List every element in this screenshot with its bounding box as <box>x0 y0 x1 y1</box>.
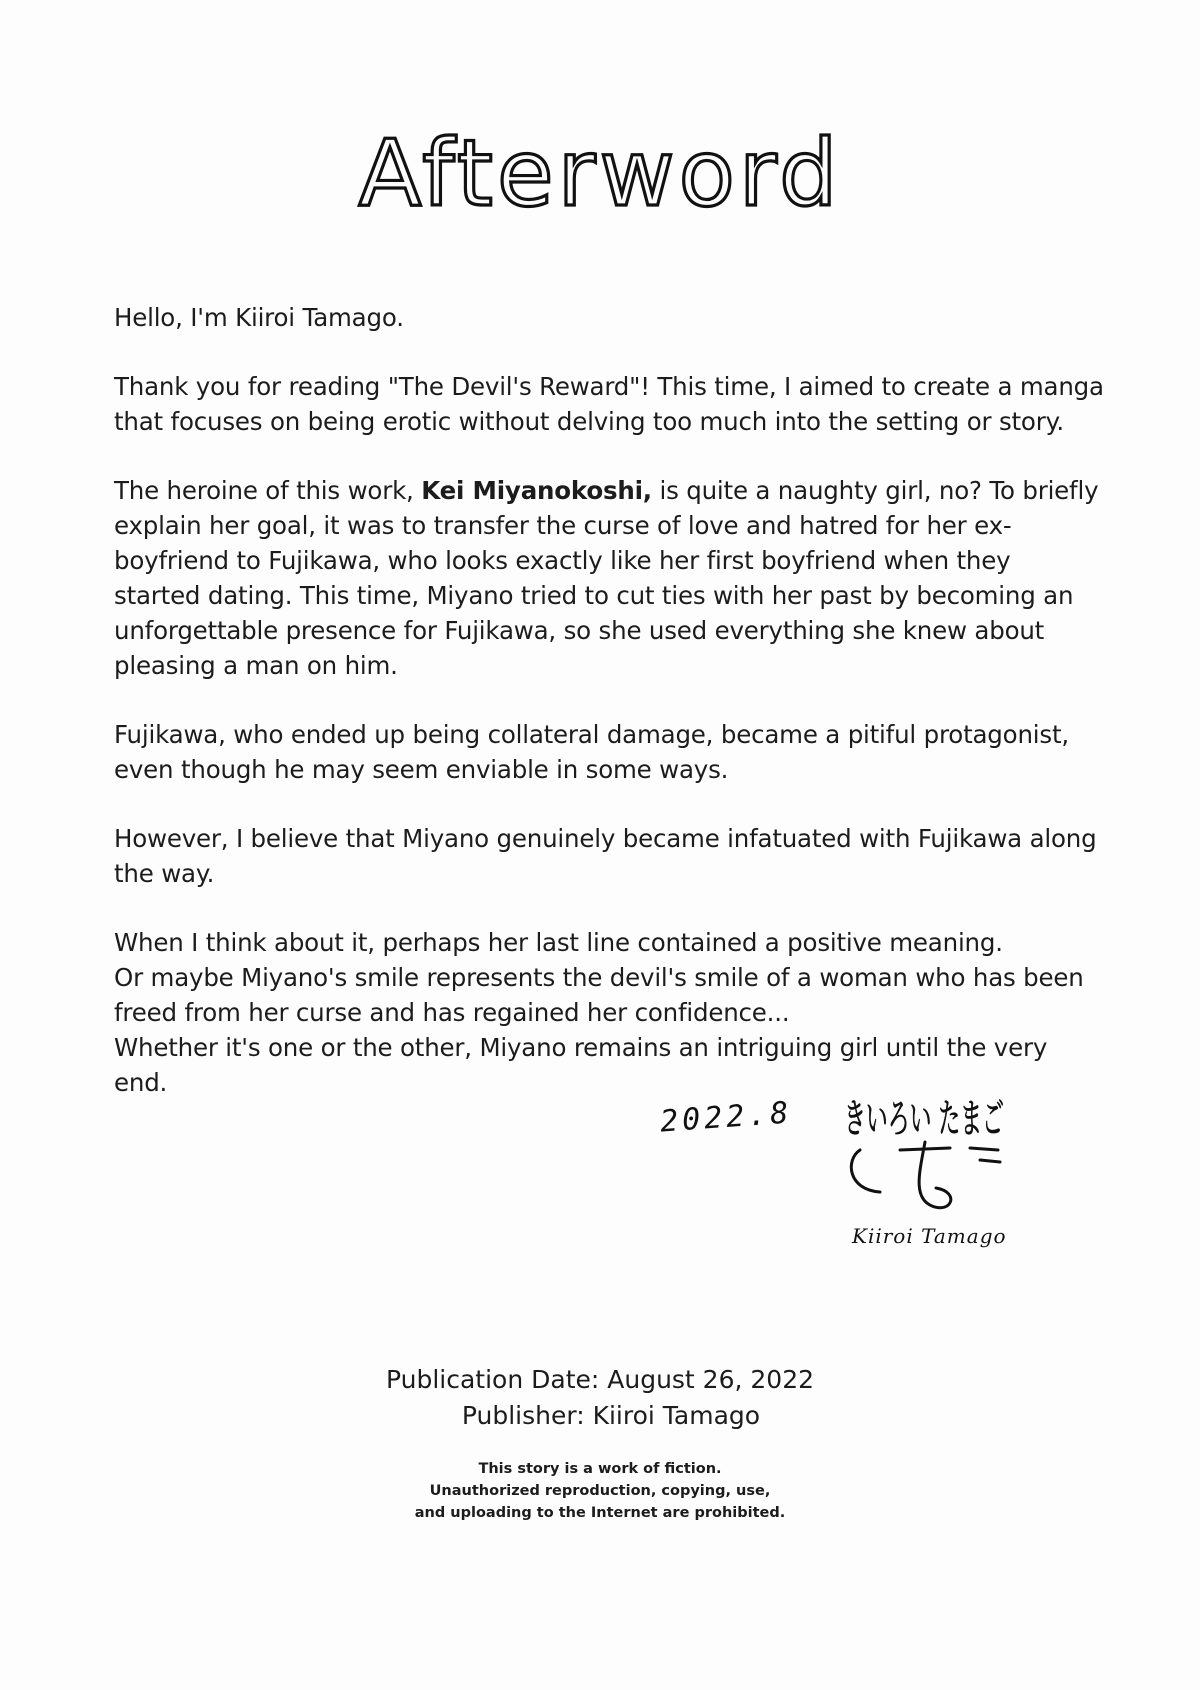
signature-romaji: Kiiroi Tamago <box>852 1224 1007 1248</box>
page-title <box>0 95 1200 255</box>
ending-line-2: Or maybe Miyano's smile represents the devil's smile of a woman who has been freed from her curse and has regained her confidence... <box>114 963 1084 1027</box>
publication-date: Publication Date: August 26, 2022 <box>385 1365 815 1394</box>
signature-date: 2022.8 <box>658 1095 794 1140</box>
notice-line-3: and uploading to the Internet are prohibited. <box>414 1505 786 1521</box>
paragraph-fujikawa: Fujikawa, who ended up being collateral damage, became a pitiful protagonist, even though he may seem enviable in some ways. <box>114 720 1069 784</box>
paragraph-infatuated: However, I believe that Miyano genuinely became infatuated with Fujikawa along the way. <box>114 824 1097 888</box>
handwritten-title <box>340 95 860 245</box>
paragraph-thanks: Thank you for reading "The Devil's Reward"! This time, I aimed to create a manga that focuses on being erotic without delving too much into the setting or story. <box>114 372 1104 436</box>
paragraph-ending <box>114 925 1104 1100</box>
greeting-paragraph: Hello, I'm Kiiroi Tamago. <box>114 303 404 332</box>
handwritten-signature <box>840 1080 1010 1220</box>
signature-block <box>660 1080 1020 1260</box>
heroine-name: Kei Miyanokoshi, <box>421 476 652 505</box>
paragraph-heroine <box>114 473 1104 683</box>
signature-japanese: きいろい たまご <box>844 1096 1004 1142</box>
afterword-body <box>114 300 1104 1100</box>
notice-line-2: Unauthorized reproduction, copying, use, <box>429 1483 771 1499</box>
publisher: Publisher: Kiiroi Tamago <box>461 1401 761 1430</box>
copyright-notice <box>0 1458 1200 1524</box>
ending-line-3: Whether it's one or the other, Miyano remains an intriguing girl until the very end. <box>114 1033 1048 1097</box>
heroine-text-after: is quite a naughty girl, no? To briefly explain her goal, it was to transfer the curse of love and hatred for her ex-boyfriend to Fujikawa, who looks exactly like her first boyfriend when they started dating. This time, Miyano tried to cut ties with her past by becoming an unforgettable presence for Fujikawa, so she used everything she knew about pleasing a man on him. <box>114 476 1099 680</box>
title-text: Afterword <box>358 120 842 227</box>
heroine-text-before: The heroine of this work, <box>114 476 422 505</box>
publication-info <box>0 1362 1200 1434</box>
notice-line-1: This story is a work of fiction. <box>478 1461 722 1477</box>
ending-line-1: When I think about it, perhaps her last line contained a positive meaning. <box>114 928 1003 957</box>
